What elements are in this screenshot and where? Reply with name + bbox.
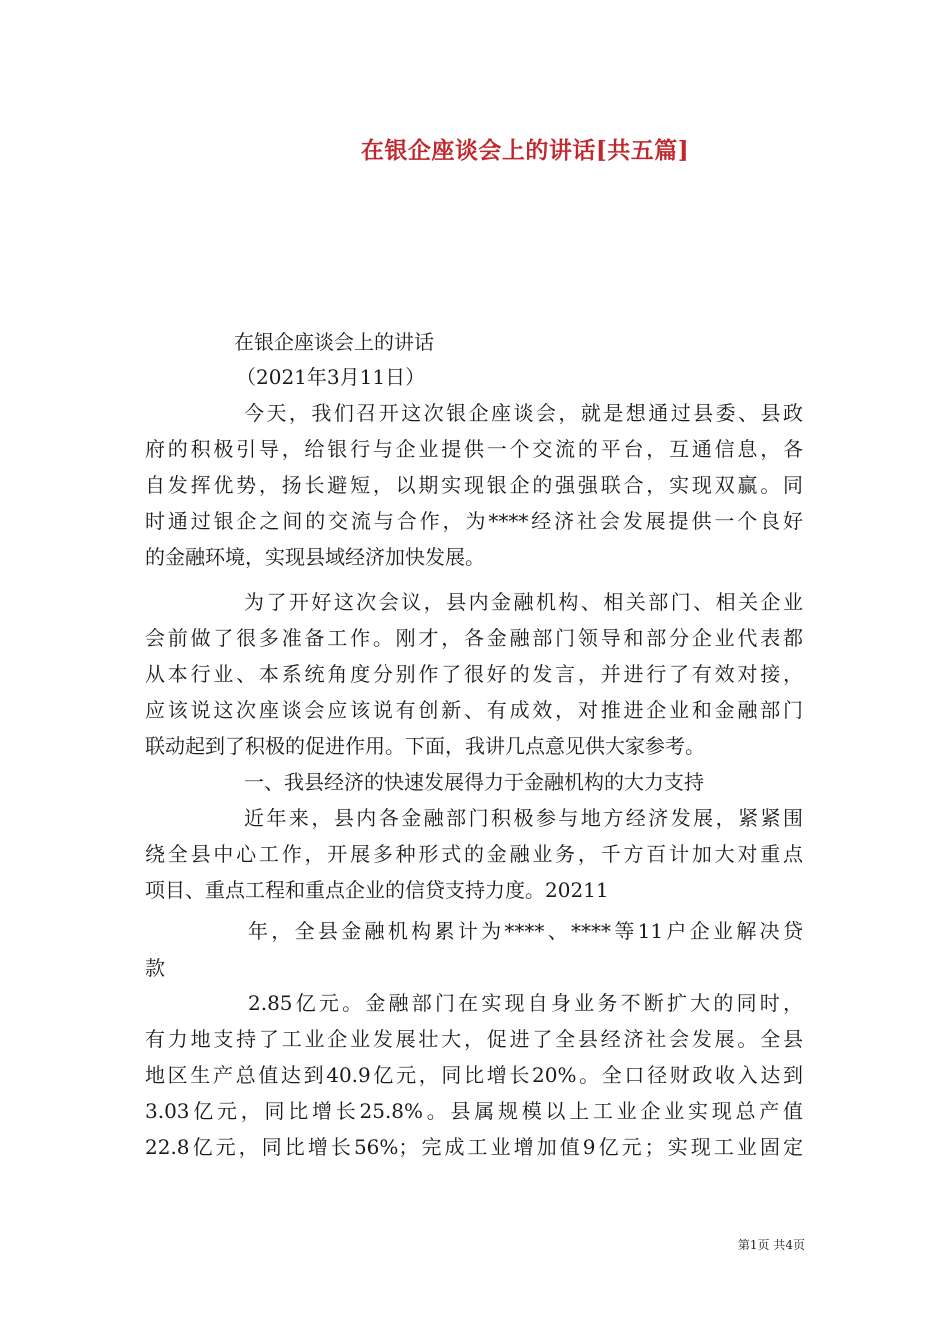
- body-line: 时通过银企之间的交流与合作，为****经济社会发展提供一个良好: [145, 509, 803, 533]
- body-line: 联动起到了积极的促进作用。下面，我讲几点意见供大家参考。: [145, 734, 705, 758]
- body-line: 年，全县金融机构累计为****、****等11户企业解决贷: [248, 919, 803, 943]
- document-title: 在银企座谈会上的讲话[共五篇]: [360, 137, 690, 164]
- body-line: 会前做了很多准备工作。刚才，各金融部门领导和部分企业代表都: [145, 626, 803, 650]
- body-line: 款: [145, 956, 165, 980]
- speech-title: 在银企座谈会上的讲话: [234, 330, 434, 354]
- body-line: 从本行业、本系统角度分别作了很好的发言，并进行了有效对接，: [145, 662, 803, 686]
- body-line: 有力地支持了工业企业发展壮大，促进了全县经济社会发展。全县: [145, 1027, 803, 1051]
- body-line: 3.03亿元，同比增长25.8%。县属规模以上工业企业实现总产值: [145, 1099, 803, 1123]
- body-line: 22.8亿元，同比增长56%；完成工业增加值9亿元；实现工业固定: [145, 1135, 803, 1159]
- section-heading: 一、我县经济的快速发展得力于金融机构的大力支持: [244, 770, 704, 794]
- body-line: 今天，我们召开这次银企座谈会，就是想通过县委、县政: [244, 401, 803, 425]
- body-line: 项目、重点工程和重点企业的信贷支持力度。20211: [145, 878, 609, 902]
- body-line: 近年来，县内各金融部门积极参与地方经济发展，紧紧围: [244, 806, 803, 830]
- body-line: 为了开好这次会议，县内金融机构、相关部门、相关企业: [244, 590, 803, 614]
- body-line: 2.85亿元。金融部门在实现自身业务不断扩大的同时，: [248, 991, 803, 1015]
- speech-date: （2021年3月11日）: [236, 365, 426, 389]
- body-line: 地区生产总值达到40.9亿元，同比增长20%。全口径财政收入达到: [145, 1063, 803, 1087]
- page-number: 第1页 共4页: [737, 1238, 805, 1252]
- body-line: 绕全县中心工作，开展多种形式的金融业务，千方百计加大对重点: [145, 842, 803, 866]
- body-line: 应该说这次座谈会应该说有创新、有成效，对推进企业和金融部门: [145, 698, 803, 722]
- body-line: 府的积极引导，给银行与企业提供一个交流的平台，互通信息，各: [145, 437, 803, 461]
- body-line: 自发挥优势，扬长避短，以期实现银企的强强联合，实现双赢。同: [145, 473, 803, 497]
- body-line: 的金融环境，实现县域经济加快发展。: [145, 545, 485, 569]
